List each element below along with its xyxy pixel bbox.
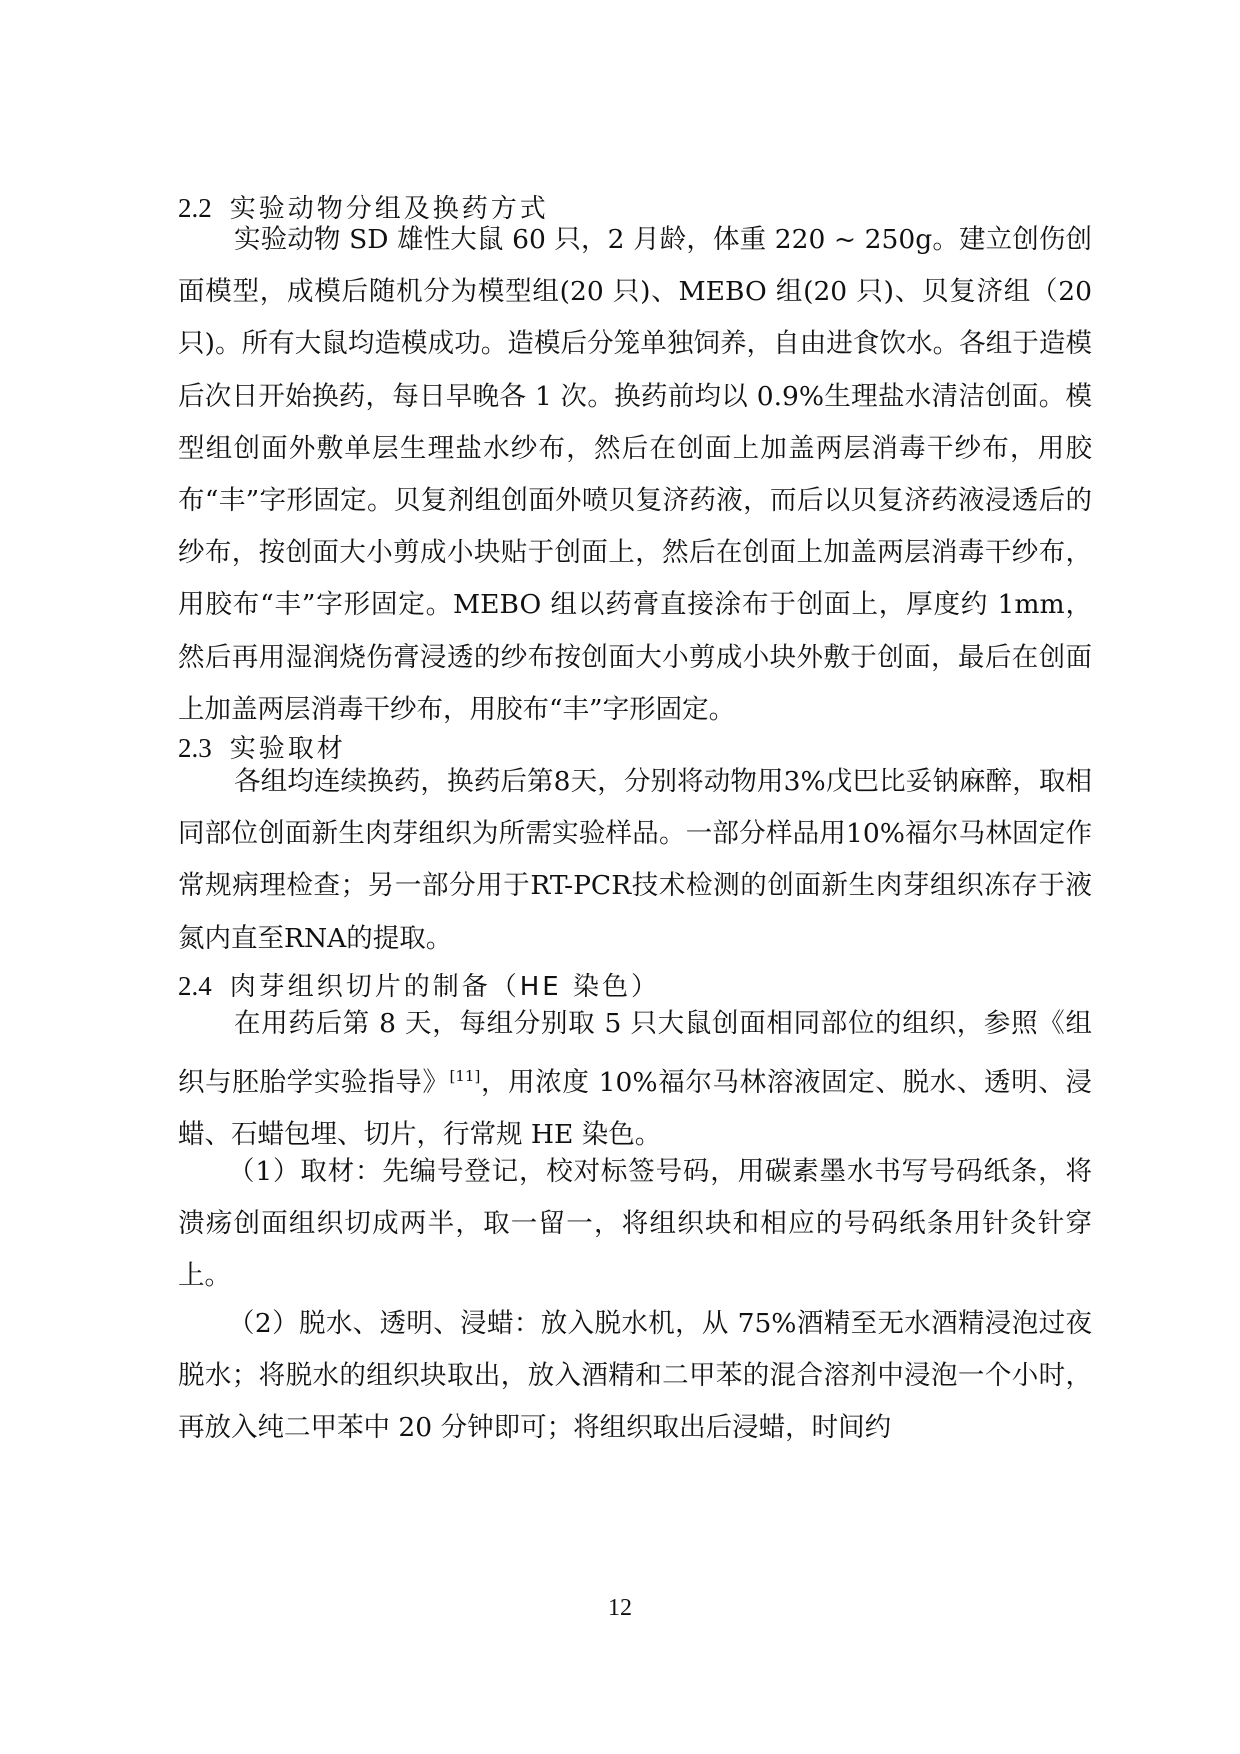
paragraph-animal-grouping: 实验动物 SD 雄性大鼠 60 只，2 月龄，体重 220 ~ 250g。建立创伤创面模型，成模后随机分为模型组(20 只)、MEBO 组(20 只)、贝复济组（20 只)。所有大鼠均造模成功。造模后分笼单独饲养，自由进食饮水。各组于造模后次日开始换药，每日早晚各 1 次。换药前均以 0.9%生理盐水清洁创面。模型组创面外敷单层生理盐水纱布，然后在创面上加盖两层消毒干纱布，用胶布“丰”字形固定。贝复剂组创面外喷贝复济药液，而后以贝复济药液浸透后的纱布，按创面大小剪成小块贴于创面上，然后在创面上加盖两层消毒干纱布，用胶布“丰”字形固定。MEBO 组以药膏直接涂布于创面上，厚度约 1mm，然后再用湿润烧伤膏浸透的纱布按创面大小剪成小块外敷于创面，最后在创面上加盖两层消毒干纱布，用胶布“丰”字形固定。: [178, 224, 1092, 725]
section-title: 实验动物分组及换药方式: [229, 194, 549, 224]
step-dehydration: （2）脱水、透明、浸蜡：放入脱水机，从 75%酒精至无水酒精浸泡过夜脱水；将脱水的组织块取出，放入酒精和二甲苯的混合溶剂中浸泡一个小时，再放入纯二甲苯中 20 分钟即可；将组织取出后浸蜡，时间约: [178, 1308, 1092, 1444]
page-number: 12: [608, 1595, 632, 1621]
step-sampling: （1）取材：先编号登记，校对标签号码，用碳素墨水书写号码纸条，将溃疡创面组织切成两半，取一留一，将组织块和相应的号码纸条用针灸针穿上。: [178, 1156, 1092, 1292]
paragraph-text-after-citation: ，用浓度 10%福尔马林溶液固定、脱水、透明、浸蜡、石蜡包埋、切片，行常规 HE 染色。: [178, 1067, 1093, 1151]
paragraph-text-before-citation: 在用药后第 8 天，每组分别取 5 只大鼠创面相同部位的组织，参照《组织与胚胎学实验指导》: [178, 1008, 1092, 1099]
section-number: 2.2: [178, 193, 212, 223]
citation-reference: [11]: [449, 1067, 481, 1086]
paragraph-he-staining: [178, 998, 1092, 1161]
section-number: 2.3: [178, 733, 212, 763]
section-number: 2.4: [178, 971, 212, 1001]
paragraph-sampling: 各组均连续换药，换药后第8天，分别将动物用3%戊巴比妥钠麻醉，取相同部位创面新生肉芽组织为所需实验样品。一部分样品用10%福尔马林固定作常规病理检查；另一部分用于RT-PCR技术检测的创面新生肉芽组织冻存于液氮内直至RNA的提取。: [178, 766, 1092, 954]
section-title: 肉芽组织切片的制备（HE 染色）: [229, 972, 660, 1002]
section-title: 实验取材: [229, 734, 346, 764]
